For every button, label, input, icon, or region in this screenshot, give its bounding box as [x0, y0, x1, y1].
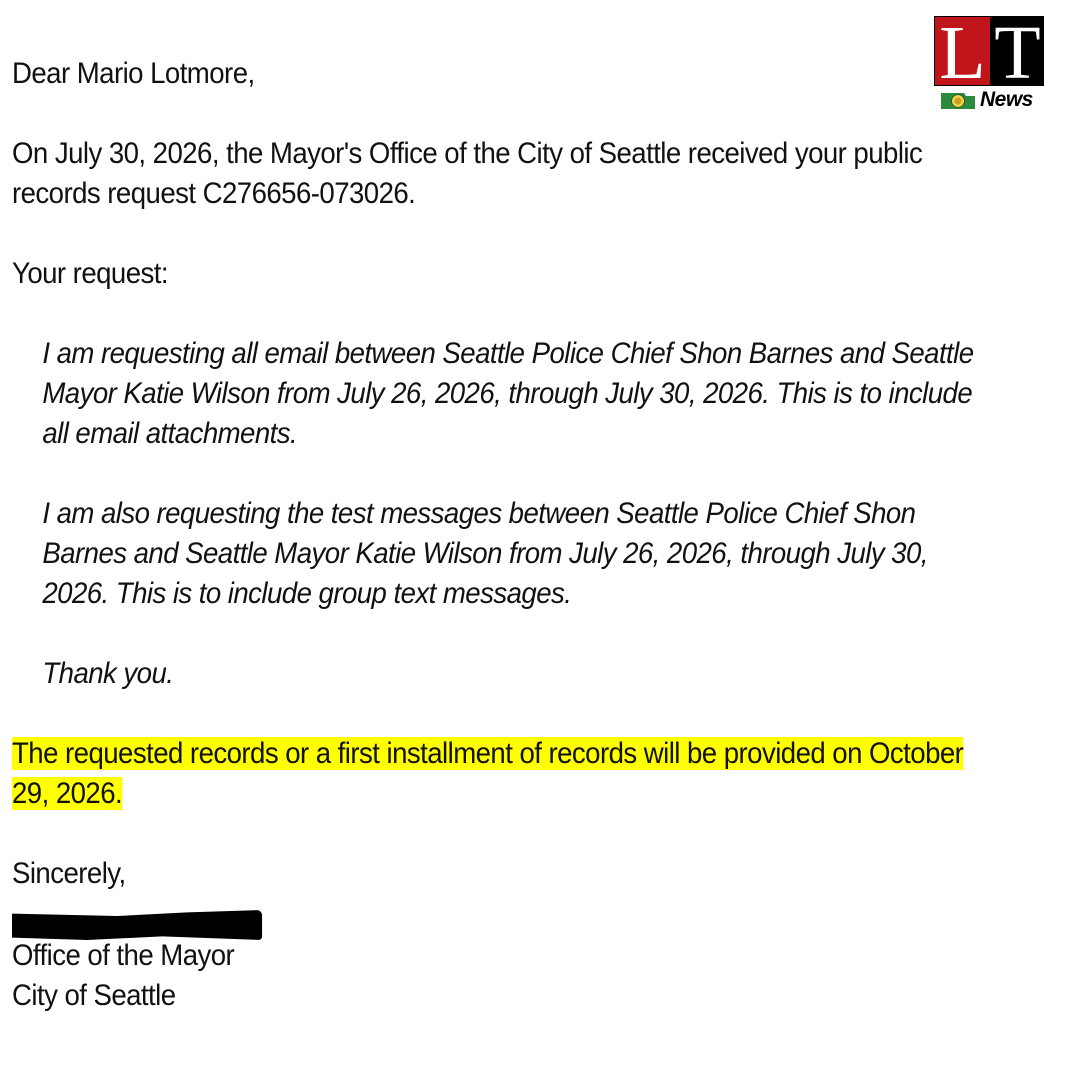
signature-city: City of Seattle — [12, 979, 176, 1012]
quote2-line-3: 2026. This is to include group text messages. — [42, 577, 572, 610]
quote-thanks: Thank you. — [42, 657, 174, 690]
quote1-line-3: all email attachments. — [42, 417, 298, 450]
received-line-1: On July 30, 2026, the Mayor's Office of the City of Seattle received your public — [12, 137, 923, 170]
quote2-line-1: I am also requesting the test messages between Seattle Police Chief Shon — [42, 497, 916, 530]
highlight-line-2: 29, 2026. — [12, 777, 123, 810]
closing: Sincerely, — [12, 857, 126, 890]
received-line-2: records request C276656-073026. — [12, 177, 416, 210]
spacer — [12, 694, 987, 734]
spacer — [42, 454, 987, 494]
request-quote — [12, 334, 987, 694]
spacer — [12, 214, 987, 254]
quote1-line-1: I am requesting all email between Seattle Police Chief Shon Barnes and Seattle — [42, 337, 974, 370]
spacer — [12, 814, 987, 854]
highlighted-provision-notice — [12, 734, 987, 814]
quote1-line-2: Mayor Katie Wilson from July 26, 2026, through July 30, 2026. This is to include — [42, 377, 973, 410]
spacer — [12, 94, 987, 134]
spacer — [42, 614, 987, 654]
signature-office: Office of the Mayor — [12, 939, 235, 972]
logo-news-text: News — [980, 88, 1033, 111]
logo-letter-l: L — [935, 17, 990, 86]
salutation: Dear Mario Lotmore, — [12, 57, 255, 90]
redacted-signature — [12, 910, 262, 940]
quote2-line-2: Barnes and Seattle Mayor Katie Wilson from July 26, 2026, through July 30, — [42, 537, 928, 570]
logo-letter-t: T — [990, 17, 1044, 86]
highlight-line-1: The requested records or a first installment of records will be provided on October — [12, 737, 964, 770]
spacer — [12, 294, 987, 334]
letter-body — [12, 54, 987, 1016]
your-request-label: Your request: — [12, 257, 168, 290]
